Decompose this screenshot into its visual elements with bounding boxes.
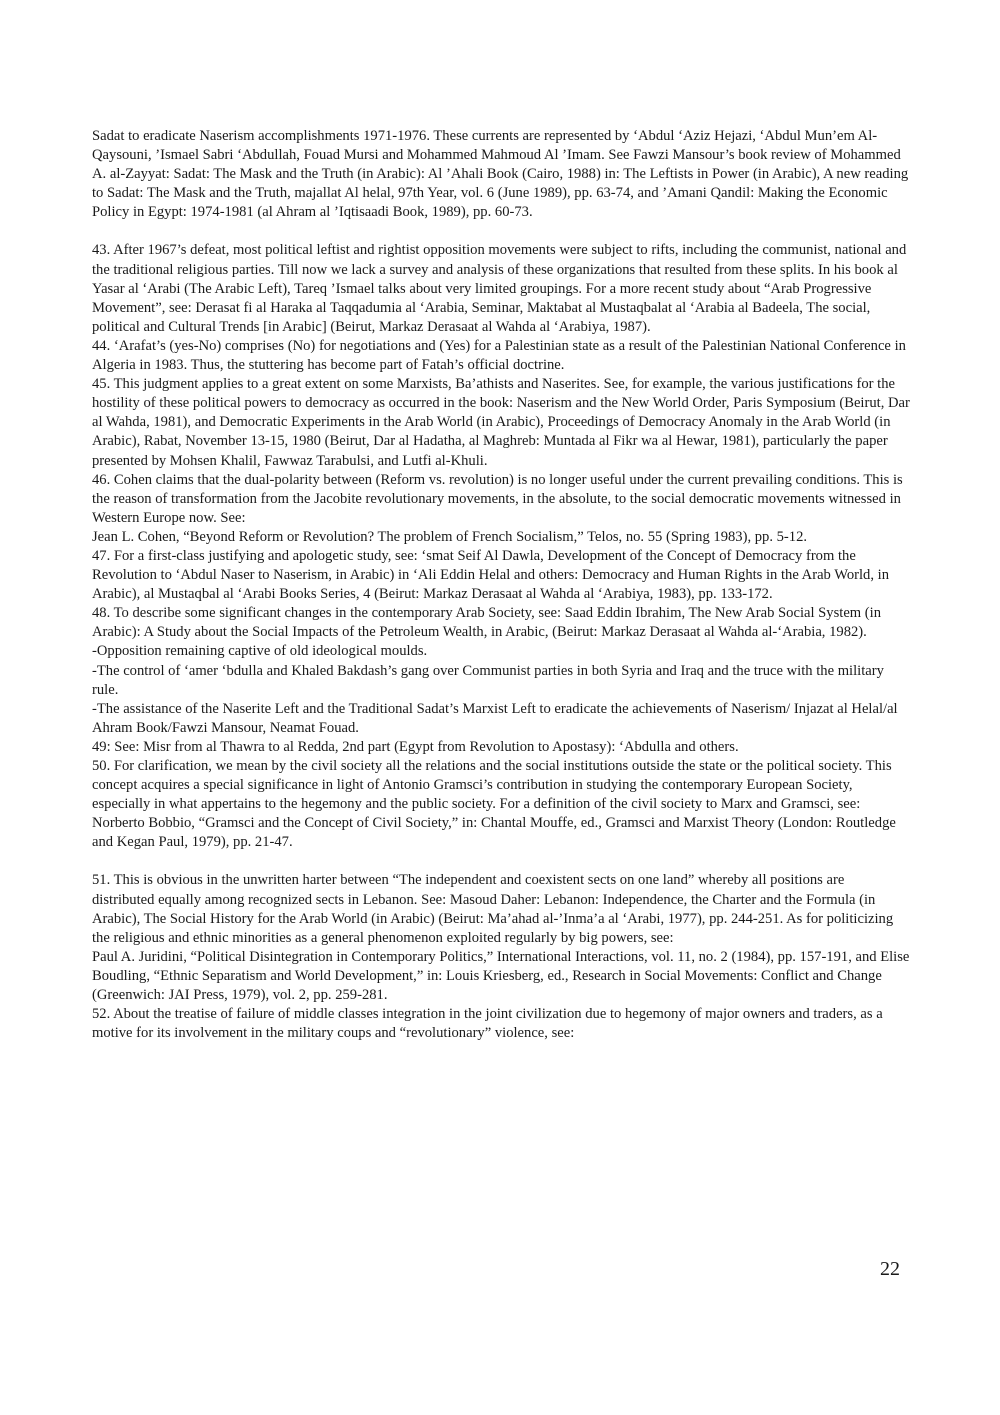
footnote-51-reference: Paul A. Juridini, “Political Disintegration in Contemporary Politics,” International Interactions, vol. 11, no. 2 (1984), pp. 157-191, and Elise Boudling, “Ethnic Separatism and World Development,” in: Louis Kriesberg, ed., Research in Social Movements: Conflict and Change (Greenwich: JAI Press, 1979), vol. 2, pp. 259-281. xyxy=(92,948,910,1004)
footnote-50-reference: Norberto Bobbio, “Gramsci and the Concept of Civil Society,” in: Chantal Mouffe, ed., Gramsci and Marxist Theory (London: Routledge and Kegan Paul, 1979), pp. 21-47. xyxy=(92,815,896,851)
footnote-48-point-1: -Opposition remaining captive of old ideological moulds. xyxy=(92,643,428,660)
footnote-49: 49: See: Misr from al Thawra to al Redda, 2nd part (Egypt from Revolution to Apostasy): ‘Abdulla and others. xyxy=(92,738,739,755)
footnote-47: 47. For a first-class justifying and apologetic study, see: ‘smat Seif Al Dawla, Development of the Concept of Democracy from the Revolution to ‘Abdul Naser to Naserism, in Arabic) in ‘Ali Eddin Helal and others: Democracy and Human Rights in the Arab World, in Arabic), al Mustaqbal al ‘Arabi Books Series, 4 (Beirut: Markaz Derasaat al Wahda al ‘Arabiya, 1983), pp. 133-172. xyxy=(92,547,889,603)
paragraph-gap xyxy=(92,222,910,241)
footnote-48-point-3: -The assistance of the Naserite Left and the Traditional Sadat’s Marxist Left to eradicate the achievements of Naserism/ Injazat al Helal/al Ahram Book/Fawzi Mansour, Neamat Fouad. xyxy=(92,700,898,736)
footnote-44: 44. ‘Arafat’s (yes-No) comprises (No) for negotiations and (Yes) for a Palestinian state as a result of the Palestinian National Conference in Algeria in 1983. Thus, the stuttering has become part of Fatah’s official doctrine. xyxy=(92,337,906,374)
footnote-50: 50. For clarification, we mean by the civil society all the relations and the social institutions outside the state or the political society. This concept acquires a special significance in light of Antonio Gramsci’s contribution in studying the contemporary European Society, especially in what appertains to the hegemony and the public society. For a definition of the civil society to Marx and Gramsci, see: xyxy=(92,758,892,813)
footnote-48-point-2: -The control of ‘amer ‘bdulla and Khaled Bakdash’s gang over Communist parties in both Syria and Iraq and the truce with the military rule. xyxy=(92,662,884,698)
footnote-51: 51. This is obvious in the unwritten harter between “The independent and coexistent sects on one land” whereby all positions are distributed equally among recognized sects in Lebanon. See: Masoud Daher: Lebanon: Independence, the Charter and the Formula (in Arabic), The Social History for the Arab World (in Arabic) (Beirut: Ma’ahad al-’Inma’a al ‘Arabi, 1977), pp. 244-251. As for politicizing the religious and ethnic minorities as a general phenomenon exploited regularly by big powers, see: xyxy=(92,872,894,946)
footnote-48: 48. To describe some significant changes in the contemporary Arab Society, see: Saad Eddin Ibrahim, The New Arab Social System (in Arabic): A Study about the Social Impacts of the Petroleum Wealth, in Arabic, (Beirut: Markaz Derasaat al Wahda al-‘Arabia, 1982). xyxy=(92,605,882,641)
footnote-52: 52. About the treatise of failure of middle classes integration in the joint civilization due to hegemony of major owners and traders, as a motive for its involvement in the military coups and “revolutionary” violence, see: xyxy=(92,1006,883,1042)
footnote-45: 45. This judgment applies to a great extent on some Marxists, Ba’athists and Naserites. See, for example, the various justifications for the hostility of these political powers to democracy as occurred in the book: Naserism and the New World Order, Paris Symposium (Beirut, Dar al Wahda, 1981), and Democratic Experiments in the Arab World (in Arabic), Proceedings of Democracy Anomaly in the Arab World (in Arabic), Rabat, November 13-15, 1980 (Beirut, Dar al Hadatha, al Maghreb: Muntada al Fikr wa al Hewar, 1981), particularly the paper presented by Mohsen Khalil, Fawwaz Tarabulsi, and Lutfi al-Khuli. xyxy=(92,376,910,469)
paragraph-continuation: Sadat to eradicate Naserism accomplishments 1971-1976. These currents are represented by ‘Abdul ‘Aziz Hejazi, ‘Abdul Mun’em Al-Qaysouni, ’Ismael Sabri ‘Abdullah, Fouad Mursi and Mohammed Mahmoud Al ’Imam. See Fawzi Mansour’s book review of Mohammed A. al-Zayyat: Sadat: The Mask and the Truth (in Arabic): Al ’Ahali Book (Cairo, 1988) in: The Leftists in Power (in Arabic), A new reading to Sadat: The Mask and the Truth, majallat Al helal, 97th Year, vol. 6 (June 1989), pp. 63-74, and ’Amani Qandil: Making the Economic Policy in Egypt: 1974-1981 (al Ahram al ’Iqtisaadi Book, 1989), pp. 60-73. xyxy=(92,128,909,221)
footnote-43: 43. After 1967’s defeat, most political leftist and rightist opposition movements were subject to rifts, including the communist, national and the traditional religious parties. Till now we lack a survey and analysis of these organizations that resulted from these splits. In his book al Yasar al ‘Arabi (The Arabic Left), Tareq ’Ismael talks about very limited groupings. For a more recent study about “Arab Progressive Movement”, see: Derasat fi al Haraka al Taqqadumia al ‘Arabia, Seminar, Maktabat al Mustaqbalat al ‘Arabia al Badeela, The social, political and Cultural Trends [in Arabic] (Beirut, Markaz Derasaat al Wahda al ‘Arabiya, 1987). xyxy=(92,242,907,335)
footnote-46: 46. Cohen claims that the dual-polarity between (Reform vs. revolution) is no longer useful under the current prevailing conditions. This is the reason of transformation from the Jacobite revolutionary movements, in the absolute, to the social democratic movements witnessed in Western Europe now. See: xyxy=(92,471,903,526)
page-number: 22 xyxy=(880,1258,900,1280)
footnote-46-reference: Jean L. Cohen, “Beyond Reform or Revolution? The problem of French Socialism,” Telos, no. 55 (Spring 1983), pp. 5-12. xyxy=(92,528,808,545)
paragraph-gap xyxy=(92,852,910,871)
document-body xyxy=(92,127,910,1043)
